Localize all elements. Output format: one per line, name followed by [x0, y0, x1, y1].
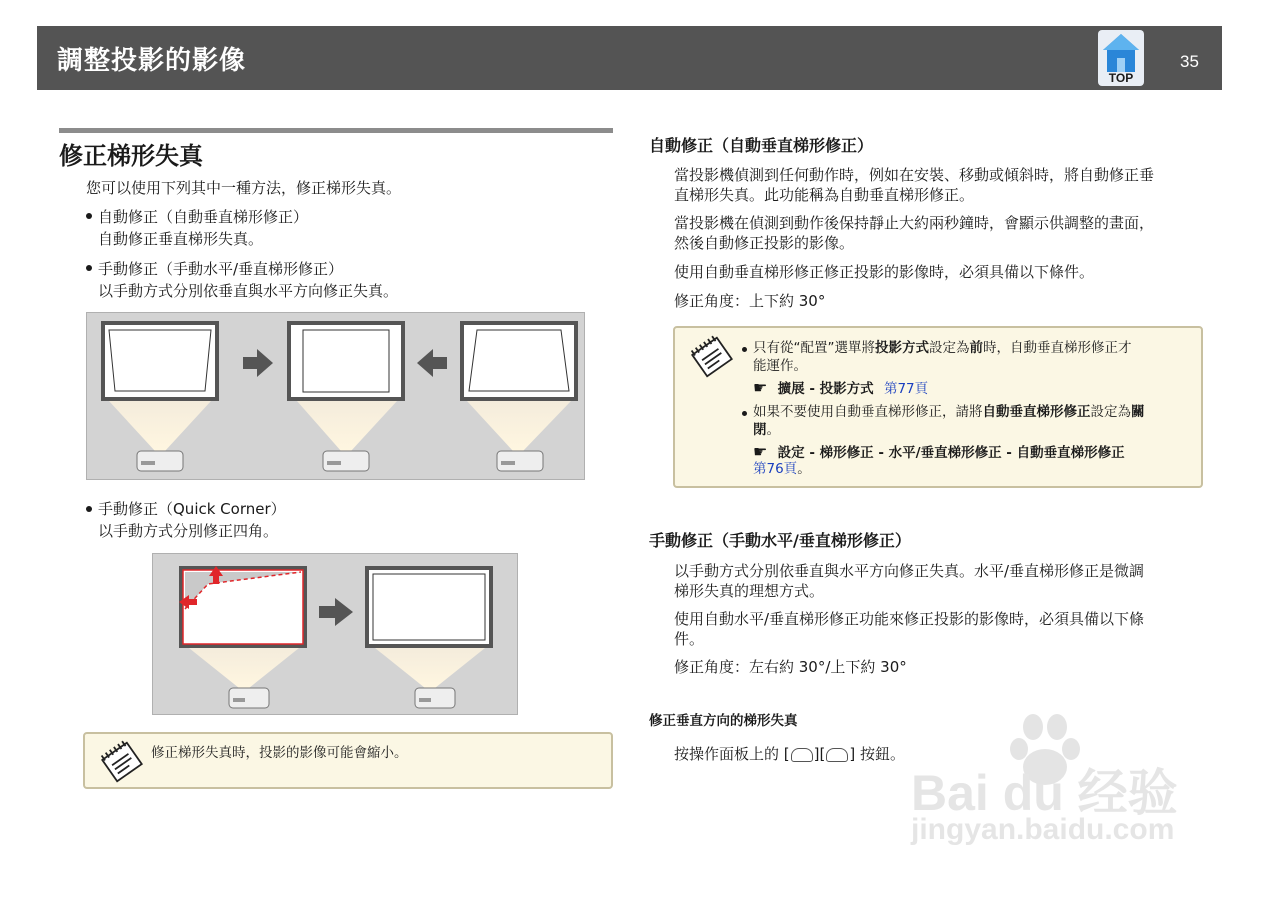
manual-p1-line1: 以手動方式分別依垂直與水平方向修正失真。水平/垂直梯形修正是微調 — [674, 562, 1145, 580]
page-number: 35 — [1180, 52, 1199, 71]
intro-text: 您可以使用下列其中一種方法，修正梯形失真。 — [86, 179, 402, 197]
bullet-dot — [86, 213, 92, 219]
keystone-figure — [86, 312, 585, 480]
section-rule — [59, 128, 613, 133]
note-bullet-1: 只有從“配置”選單將投影方式設定為前時，自動垂直梯形修正才 — [753, 340, 1132, 356]
pointing-hand-icon: ☛ — [753, 442, 768, 461]
bullet-2-desc: 以手動方式分別依垂直與水平方向修正失真。 — [98, 282, 399, 300]
page-header — [37, 26, 1222, 90]
auto-p1-line1: 當投影機偵測到任何動作時，例如在安裝、移動或傾斜時，將自動修正垂 — [674, 166, 1155, 184]
memo-icon — [687, 332, 737, 382]
chapter-title: 調整投影的影像 — [57, 46, 247, 76]
vertical-instruction: 按操作面板上的 [ ][ ] 按鈕。 — [674, 745, 905, 763]
note-bullet-1-line2: 能運作。 — [753, 358, 807, 374]
bullet-dot — [86, 265, 92, 271]
auto-angle: 修正角度：上下約 30° — [674, 292, 826, 310]
manual-p2-line1: 使用自動水平/垂直梯形修正功能來修正投影的影像時，必須具備以下條 — [674, 610, 1145, 628]
note-left-text: 修正梯形失真時，投影的影像可能會縮小。 — [151, 745, 408, 761]
vertical-correction-heading: 修正垂直方向的梯形失真 — [649, 713, 798, 729]
note-ref-2: ☛ 設定 - 梯形修正 - 水平/垂直梯形修正 - 自動垂直梯形修正 — [753, 442, 1125, 461]
ref-link-p76[interactable]: 第76頁 — [753, 461, 798, 477]
manual-p1-line2: 梯形失真的理想方式。 — [674, 582, 825, 600]
manual-p2-line2: 件。 — [674, 630, 705, 648]
note-box-right — [673, 326, 1203, 488]
note-bullet-2-line2: 閉。 — [753, 422, 780, 438]
note-box-left — [83, 732, 613, 789]
note-ref-2-line2: 第76頁。 — [753, 461, 811, 477]
note-ref-1: ☛ 擴展 - 投影方式 第77頁 — [753, 378, 929, 397]
manual-angle: 修正角度：左右約 30°/上下約 30° — [674, 658, 907, 676]
bullet-dot — [86, 506, 92, 512]
keystone-down-button-icon — [826, 748, 848, 762]
keystone-illustration — [87, 313, 586, 481]
pointing-hand-icon: ☛ — [753, 378, 768, 397]
watermark-brand: Bai du 经验 — [911, 765, 1178, 821]
auto-p3: 使用自動垂直梯形修正修正投影的影像時，必須具備以下條件。 — [674, 263, 1095, 281]
quick-corner-figure — [152, 553, 518, 715]
auto-p2-line1: 當投影機在偵測到動作後保持靜止大約兩秒鐘時，會顯示供調整的畫面， — [674, 214, 1155, 232]
baidu-watermark — [905, 705, 1205, 855]
bullet-dot — [742, 411, 747, 416]
auto-p1-line2: 直梯形失真。此功能稱為自動垂直梯形修正。 — [674, 186, 975, 204]
quick-corner-illustration — [153, 554, 519, 716]
watermark-url: jingyan.baidu.com — [911, 813, 1175, 846]
bullet-3-desc: 以手動方式分別修正四角。 — [98, 522, 279, 540]
top-label[interactable]: TOP — [1108, 71, 1134, 85]
bullet-3-title: 手動修正（Quick Corner） — [98, 500, 286, 518]
bullet-2-title: 手動修正（手動水平/垂直梯形修正） — [98, 260, 344, 278]
ref-link-p77[interactable]: 第77頁 — [883, 381, 929, 397]
bullet-1-desc: 自動修正垂直梯形失真。 — [98, 230, 264, 248]
note-bullet-2: 如果不要使用自動垂直梯形修正，請將自動垂直梯形修正設定為關 — [753, 404, 1145, 420]
auto-correction-heading: 自動修正（自動垂直梯形修正） — [649, 136, 874, 155]
auto-p2-line2: 然後自動修正投影的影像。 — [674, 234, 855, 252]
bullet-dot — [742, 347, 747, 352]
bullet-1-title: 自動修正（自動垂直梯形修正） — [98, 208, 309, 226]
keystone-up-button-icon — [791, 748, 813, 762]
memo-icon — [97, 737, 147, 787]
manual-correction-heading: 手動修正（手動水平/垂直梯形修正） — [649, 531, 911, 550]
section-title: 修正梯形失真 — [59, 142, 203, 170]
